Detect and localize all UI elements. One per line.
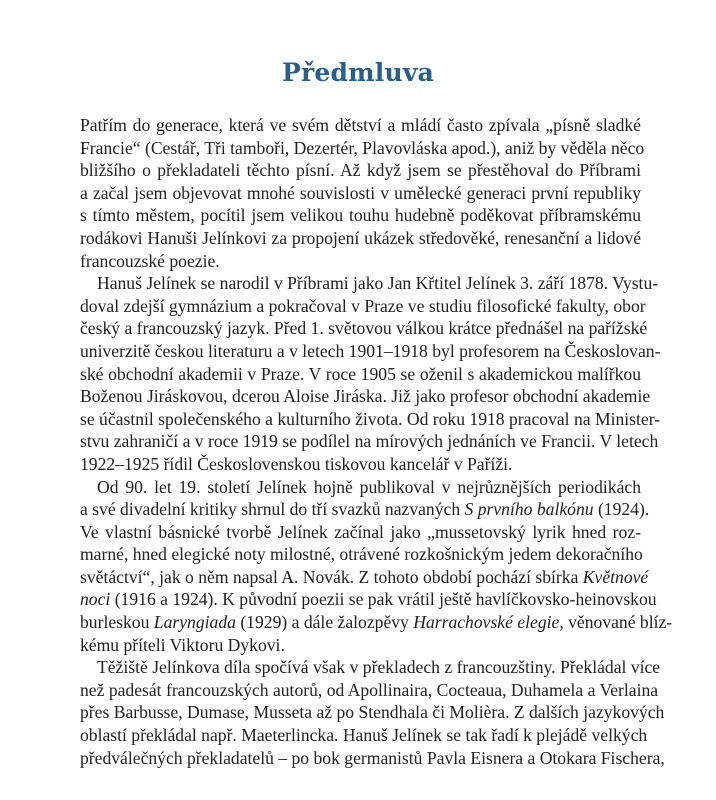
text-run: se účastnil společenského a kulturního života. Od roku 1918 pracoval na Minister- bbox=[80, 408, 661, 429]
text-run: burleskou bbox=[80, 612, 154, 633]
paragraph bbox=[80, 476, 673, 657]
italic-title: Harrachovské elegie, bbox=[413, 612, 564, 633]
text-line bbox=[80, 701, 665, 724]
text-run: předválečných překladatelů – po bok germanistů Pavla Eisnera a Otokara Fischera, bbox=[80, 747, 665, 768]
text-run: oblastí překládal např. Maeterlincka. Hanuš Jelínek se tak řadí k plejádě velkých bbox=[80, 725, 648, 746]
italic-title: noci bbox=[80, 589, 111, 610]
text-run: přes Barbusse, Dumase, Musseta až po Stendhala či Molièra. Z dalších jazykových bbox=[80, 702, 665, 723]
text-line bbox=[80, 543, 641, 566]
paragraph bbox=[80, 272, 661, 475]
text-run: Boženou Jiráskovou, dcerou Aloise Jiráska. Již jako profesor obchodní akademie bbox=[80, 386, 651, 407]
text-line bbox=[80, 679, 659, 702]
text-run: Hanuš Jelínek se narodil v Příbrami jako Jan Křtitel Jelínek 3. září 1878. Vystu- bbox=[97, 273, 659, 294]
body-text bbox=[80, 114, 673, 769]
text-line bbox=[80, 159, 641, 182]
text-run: kému příteli Viktoru Dykovi. bbox=[80, 634, 285, 655]
text-line bbox=[80, 634, 641, 657]
text-run: s tímto městem, pocítil jsem velikou touhu hudebně poděkovat příbramskému bbox=[80, 205, 641, 226]
italic-title: Květnové bbox=[582, 566, 649, 587]
text-line bbox=[80, 521, 641, 544]
text-line bbox=[80, 724, 648, 747]
page-title: Předmluva bbox=[281, 58, 434, 87]
text-line bbox=[80, 137, 645, 160]
text-line bbox=[80, 363, 641, 386]
text-run: (1929) a dále žalozpěvy bbox=[235, 612, 414, 633]
text-line bbox=[80, 408, 661, 431]
text-line bbox=[80, 747, 665, 770]
text-run: bližšího o překladateli těchto písní. Až když jsem se přestěhoval do Příbrami bbox=[80, 160, 641, 181]
text-run: 1922–1925 řídil Československou tiskovou kancelář v Paříži. bbox=[80, 453, 513, 474]
text-line bbox=[80, 453, 641, 476]
text-run: francouzské poezie. bbox=[80, 250, 220, 271]
text-line bbox=[80, 566, 649, 589]
text-line bbox=[80, 317, 648, 340]
text-line bbox=[80, 430, 659, 453]
text-line bbox=[80, 588, 657, 611]
paragraph bbox=[80, 114, 645, 272]
text-run: věnované blíz- bbox=[563, 612, 673, 633]
text-run: než padesát francouzských autorů, od Apollinaira, Cocteaua, Duhamela a Verlaina bbox=[80, 679, 659, 700]
italic-title: S prvního balkónu bbox=[464, 499, 594, 520]
paragraph bbox=[80, 656, 665, 769]
text-run: Ve vlastní básnické tvorbě Jelínek začínal jako „mussetovský lyrik hned roz- bbox=[80, 521, 641, 542]
text-run: doval zdejší gymnázium a pokračoval v Praze ve studiu filosofické fakulty, obor bbox=[80, 295, 646, 316]
text-line bbox=[80, 114, 641, 137]
text-line bbox=[80, 340, 661, 363]
text-run: univerzitě českou literaturu a v letech 1901–1918 byl profesorem na Českoslovan- bbox=[80, 340, 661, 361]
text-run: světáctví“, jak o něm napsal A. Novák. Z tohoto období pochází sbírka bbox=[80, 566, 583, 587]
text-run: marné, hned elegické noty milostné, otrávené rozkošnickým jedem dekoračního bbox=[80, 544, 643, 565]
text-run: Těžiště Jelínkova díla spočívá však v překladech z francouzštiny. Překládal více bbox=[97, 657, 661, 678]
text-run: rodákovi Hanuši Jelínkovi za propojení ukázek středověké, renesanční a lidové bbox=[80, 227, 641, 248]
text-run: český a francouzský jazyk. Před 1. světovou válkou krátce přednášel na pařížské bbox=[80, 318, 648, 339]
text-line bbox=[80, 295, 646, 318]
text-run: stvu zahraničí a v roce 1919 se podílel na mírových jednáních ve Francii. V letech bbox=[80, 431, 659, 452]
text-run: Patřím do generace, která ve svém dětství a mládí často zpívala „písně sladké bbox=[80, 115, 641, 135]
text-line bbox=[80, 204, 641, 227]
text-run: Francie“ (Cestář, Tři tamboři, Dezertér, Plavovláska apod.), aniž by věděla něco bbox=[80, 137, 645, 158]
text-run: (1924). bbox=[593, 499, 650, 520]
text-line bbox=[80, 182, 641, 205]
text-line bbox=[80, 385, 651, 408]
text-line bbox=[80, 656, 661, 679]
text-line bbox=[80, 272, 659, 295]
italic-title: Laryngiada bbox=[153, 612, 236, 633]
text-run: Od 90. let 19. století Jelínek hojně publikoval v nejrůznějších periodikách bbox=[97, 476, 641, 497]
text-line bbox=[80, 611, 673, 634]
text-line bbox=[80, 250, 641, 273]
text-line bbox=[80, 476, 641, 499]
text-run: (1916 a 1924). K původní poezii se pak vrátil ještě havlíčkovsko-heinovskou bbox=[110, 589, 657, 610]
text-run: a začal jsem objevovat mnohé souvislosti v umělecké generaci první republiky bbox=[80, 182, 641, 203]
text-line bbox=[80, 227, 641, 250]
text-line bbox=[80, 498, 650, 521]
text-run: a své divadelní kritiky shrnul do tří svazků nazvaných bbox=[80, 499, 465, 520]
text-run: ské obchodní akademii v Praze. V roce 1905 se oženil s akademickou malířkou bbox=[80, 363, 641, 384]
